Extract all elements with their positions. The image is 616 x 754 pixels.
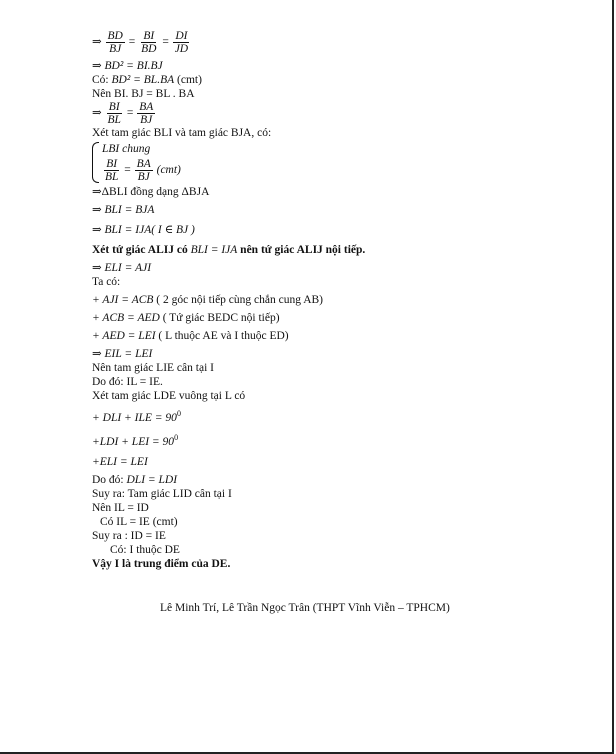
- text-line: [92, 73, 592, 87]
- text-line: [92, 473, 592, 487]
- text-line: ⇒ΔBLI đồng dạng ΔBJA: [92, 186, 210, 198]
- math-span: + AED = LEI: [92, 330, 156, 342]
- superscript: 0: [174, 432, 179, 442]
- math-span: + DLI + ILE = 90: [92, 411, 177, 424]
- text-line: Ta có:: [92, 276, 121, 288]
- text-line: [92, 329, 592, 343]
- text-span: nên tứ giác ALIJ nội tiếp.: [237, 244, 366, 256]
- denominator: BL: [105, 171, 119, 183]
- equation-ratio-bi: [92, 101, 592, 126]
- text-line: Nên BI. BJ = BL . BA: [92, 88, 195, 100]
- implies-symbol: ⇒: [92, 107, 102, 120]
- fraction: [137, 101, 155, 126]
- text-line: Nên tam giác LIE cân tại I: [92, 362, 214, 374]
- math-span: + AJI = ACB: [92, 294, 154, 306]
- math-span: + ACB = AED: [92, 312, 160, 324]
- text-line: [92, 293, 592, 307]
- text-line: [92, 311, 592, 325]
- text-line: Có IL = IE (cmt): [100, 515, 178, 528]
- numerator: BD: [107, 30, 123, 42]
- text-span: Xét tứ giác ALIJ có: [92, 244, 191, 256]
- text-line: ⇒ BLI = IJA( I ∈ BJ ): [92, 224, 195, 236]
- text-line: ⇒ ELI = AJI: [92, 262, 152, 274]
- math-span: (cmt): [156, 164, 181, 177]
- text-line: Xét tam giác LDE vuông tại L có: [92, 390, 246, 402]
- text-line: [92, 431, 592, 449]
- text-line: +ELI = LEI: [92, 455, 148, 468]
- superscript: 0: [176, 409, 181, 418]
- denominator: BD: [141, 43, 157, 55]
- denominator: BL: [107, 114, 121, 126]
- left-brace: [92, 142, 99, 183]
- fraction: [135, 158, 153, 183]
- equals-sign: =: [126, 107, 134, 120]
- text-line: ⇒ BLI = BJA: [92, 204, 155, 216]
- denominator: BJ: [109, 43, 122, 55]
- math-span: BLI = IJA: [190, 244, 238, 256]
- numerator: BA: [136, 158, 151, 170]
- equals-sign: =: [162, 36, 169, 49]
- fraction: [106, 30, 125, 55]
- fraction: [173, 30, 190, 55]
- text-line: Xét tam giác BLI và tam giác BJA, có:: [92, 127, 272, 139]
- text-span: Có:: [92, 74, 112, 86]
- math-span: +LDI + LEI = 90: [92, 435, 175, 448]
- equals-sign: =: [128, 36, 136, 49]
- equation-ratio-bd: [92, 30, 592, 55]
- fraction: [106, 101, 123, 126]
- system-row: [102, 158, 181, 183]
- text-line: Suy ra : ID = IE: [92, 529, 166, 542]
- numerator: BI: [108, 101, 120, 113]
- fraction: [139, 30, 158, 55]
- math-span: BD² = BL.BA: [111, 74, 175, 86]
- fraction: [103, 158, 120, 183]
- equals-sign: =: [124, 164, 131, 177]
- text-line: [92, 407, 592, 425]
- document-body: [92, 30, 592, 571]
- text-line: ⇒ EIL = LEI: [92, 348, 153, 360]
- text-line: Do đó: IL = IE.: [92, 376, 163, 388]
- text-span: ( Tứ giác BEDC nội tiếp): [159, 312, 280, 324]
- implies-symbol: ⇒: [92, 36, 102, 49]
- numerator: BI: [106, 158, 118, 170]
- denominator: JD: [174, 43, 189, 55]
- text-span: ( L thuộc AE và I thuộc ED): [155, 330, 289, 342]
- system-body: [102, 142, 181, 183]
- math-span: DLI = LDI: [126, 473, 178, 486]
- text-line: Nên IL = ID: [92, 501, 149, 514]
- numerator: BA: [139, 101, 154, 113]
- author-signature: Lê Minh Trí, Lê Trần Ngọc Trân (THPT Vĩnh Viễn – TPHCM): [160, 602, 450, 614]
- equation-system: [92, 142, 592, 183]
- numerator: BI: [143, 30, 155, 42]
- system-row: LBI chung: [102, 143, 151, 155]
- text-span: Do đó:: [92, 473, 127, 486]
- text-line: Suy ra: Tam giác LID cân tại I: [92, 487, 232, 500]
- denominator: BJ: [137, 171, 150, 183]
- conclusion-line: Vậy I là trung điểm của DE.: [92, 557, 231, 570]
- denominator: BJ: [140, 114, 153, 126]
- text-line: ⇒ BD² = BI.BJ: [92, 60, 163, 72]
- text-span: (cmt): [174, 74, 202, 86]
- text-span: ( 2 góc nội tiếp cùng chắn cung AB): [153, 294, 324, 306]
- text-line: [92, 243, 592, 257]
- numerator: DI: [175, 30, 188, 42]
- text-line: Có: I thuộc DE: [110, 543, 180, 556]
